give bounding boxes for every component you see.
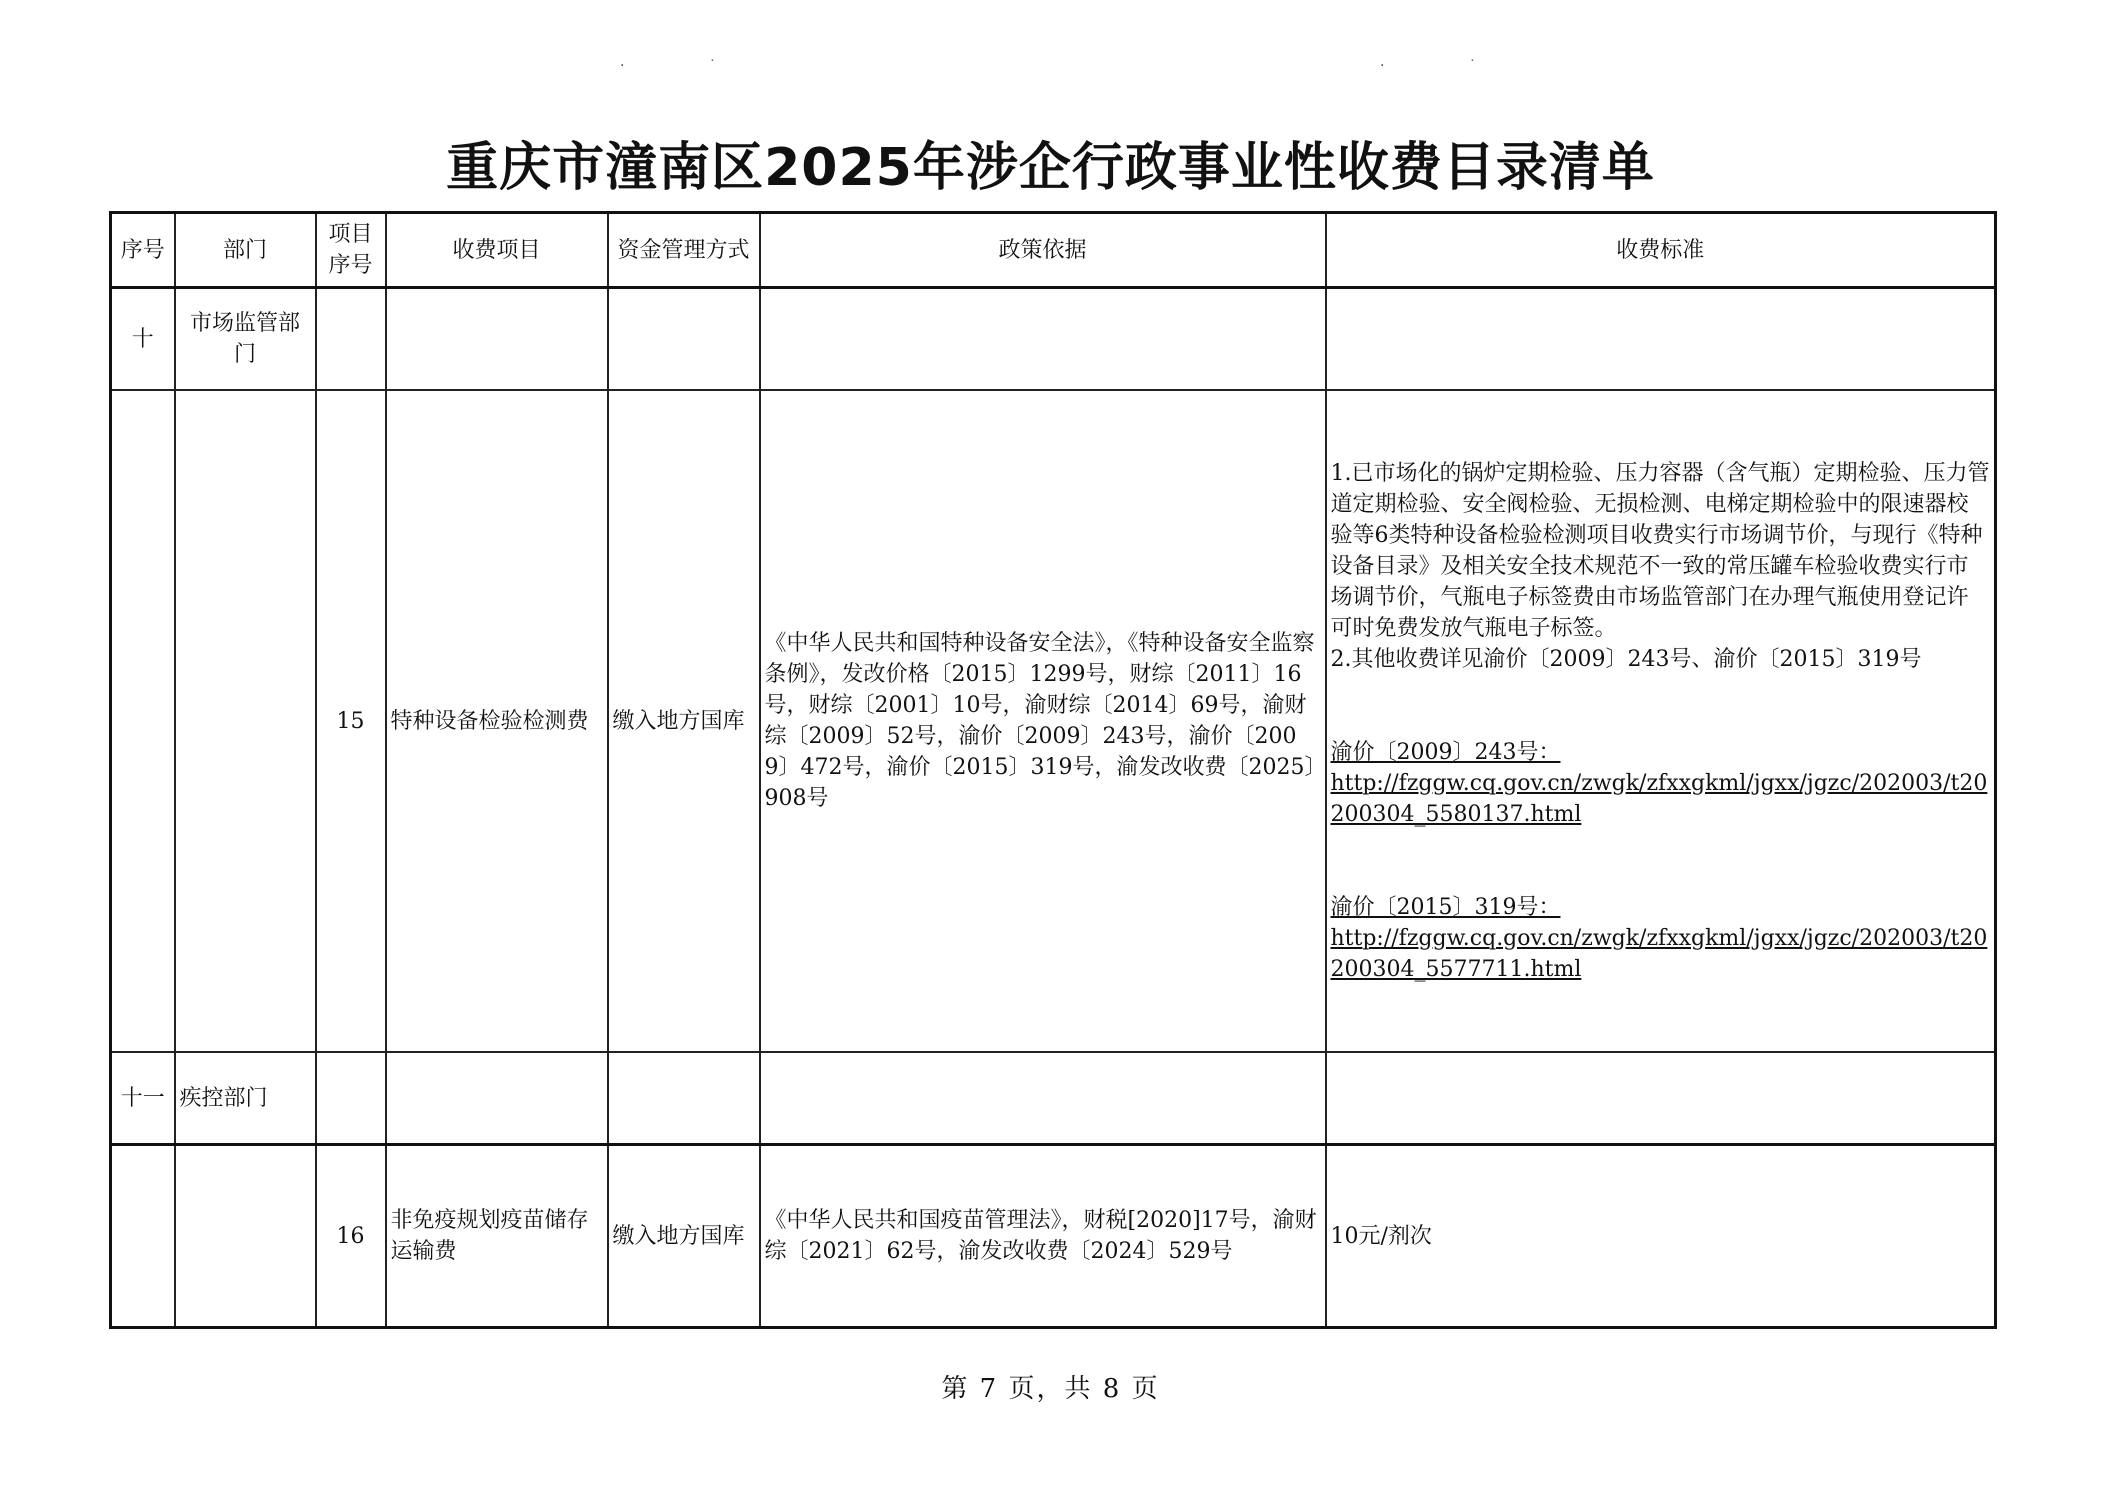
cell-item-seq <box>316 288 386 391</box>
cell-policy: 《中华人民共和国特种设备安全法》，《特种设备安全监察条例》，发改价格〔2015〕1299号，财综〔2011〕16号，财综〔2001〕10号，渝财综〔2014〕69号，渝财综〔2009〕52号，渝价〔2009〕243号，渝价〔2009〕472号，渝价〔2015〕319号，渝发改收费〔2025〕908号 <box>760 390 1326 1052</box>
table-header-row <box>111 213 1996 288</box>
link-url-319[interactable]: http://fzggw.cq.gov.cn/zwgk/zfxxgkml/jgxx/jgzc/202003/t20200304_5577711.html <box>1330 925 1988 982</box>
table-row-dept-cdc <box>111 1052 1996 1145</box>
cell-item: 特种设备检验检测费 <box>386 390 608 1052</box>
link-label-243[interactable]: 渝价〔2009〕243号： <box>1330 739 1561 765</box>
cell-dept <box>175 1145 316 1328</box>
table-row-dept-market <box>111 288 1996 391</box>
cell-seq: 十一 <box>111 1052 175 1145</box>
cell-fund: 缴入地方国库 <box>608 390 760 1052</box>
cell-item: 非免疫规划疫苗储存运输费 <box>386 1145 608 1328</box>
standard-paragraph-1: 1.已市场化的锅炉定期检验、压力容器（含气瓶）定期检验、压力管道定期检验、安全阀检验、无损检测、电梯定期检验中的限速器校验等6类特种设备检验检测项目收费实行市场调节价，与现行《特种设备目录》及相关安全技术规范不一致的常压罐车检验收费实行市场调节价，气瓶电子标签费由市场监管部门在办理气瓶使用登记许可时免费发放气瓶电子标签。 <box>1330 460 1990 641</box>
header-dept: 部门 <box>175 213 316 288</box>
fee-catalog-table <box>109 211 1997 1329</box>
document-title: 重庆市潼南区2025年涉企行政事业性收费目录清单 <box>446 138 1655 198</box>
header-policy: 政策依据 <box>760 213 1326 288</box>
cell-dept: 市场监管部门 <box>175 288 316 391</box>
scan-marks-left: · ˙ <box>620 58 756 74</box>
header-item: 收费项目 <box>386 213 608 288</box>
cell-item <box>386 1052 608 1145</box>
header-fund: 资金管理方式 <box>608 213 760 288</box>
cell-seq <box>111 1145 175 1328</box>
cell-item-seq <box>316 1052 386 1145</box>
spacer <box>1331 830 1991 892</box>
cell-policy <box>760 288 1326 391</box>
header-item-seq: 项目序号 <box>316 213 386 288</box>
link-url-243[interactable]: http://fzggw.cq.gov.cn/zwgk/zfxxgkml/jgxx/jgzc/202003/t20200304_5580137.html <box>1330 770 1988 827</box>
scan-marks-right: · ˙ <box>1380 58 1516 74</box>
cell-standard <box>1326 390 1996 1052</box>
spacer <box>1331 675 1991 737</box>
cell-fund: 缴入地方国库 <box>608 1145 760 1328</box>
cell-seq <box>111 390 175 1052</box>
header-standard: 收费标准 <box>1326 213 1996 288</box>
table-row-item-16 <box>111 1145 1996 1328</box>
cell-dept: 疾控部门 <box>175 1052 316 1145</box>
cell-standard: 10元/剂次 <box>1326 1145 1996 1328</box>
cell-policy: 《中华人民共和国疫苗管理法》，财税[2020]17号，渝财综〔2021〕62号，渝发改收费〔2024〕529号 <box>760 1145 1326 1328</box>
cell-fund <box>608 288 760 391</box>
page-number: 第 7 页，共 8 页 <box>941 1374 1160 1404</box>
standard-paragraph-2: 2.其他收费详见渝价〔2009〕243号、渝价〔2015〕319号 <box>1330 646 1922 672</box>
header-seq: 序号 <box>111 213 175 288</box>
cell-item <box>386 288 608 391</box>
cell-standard <box>1326 1052 1996 1145</box>
cell-item-seq: 16 <box>316 1145 386 1328</box>
link-label-319[interactable]: 渝价〔2015〕319号： <box>1330 894 1561 920</box>
cell-seq: 十 <box>111 288 175 391</box>
cell-policy <box>760 1052 1326 1145</box>
cell-standard <box>1326 288 1996 391</box>
cell-item-seq: 15 <box>316 390 386 1052</box>
cell-fund <box>608 1052 760 1145</box>
table-row-item-15 <box>111 390 1996 1052</box>
cell-dept <box>175 390 316 1052</box>
